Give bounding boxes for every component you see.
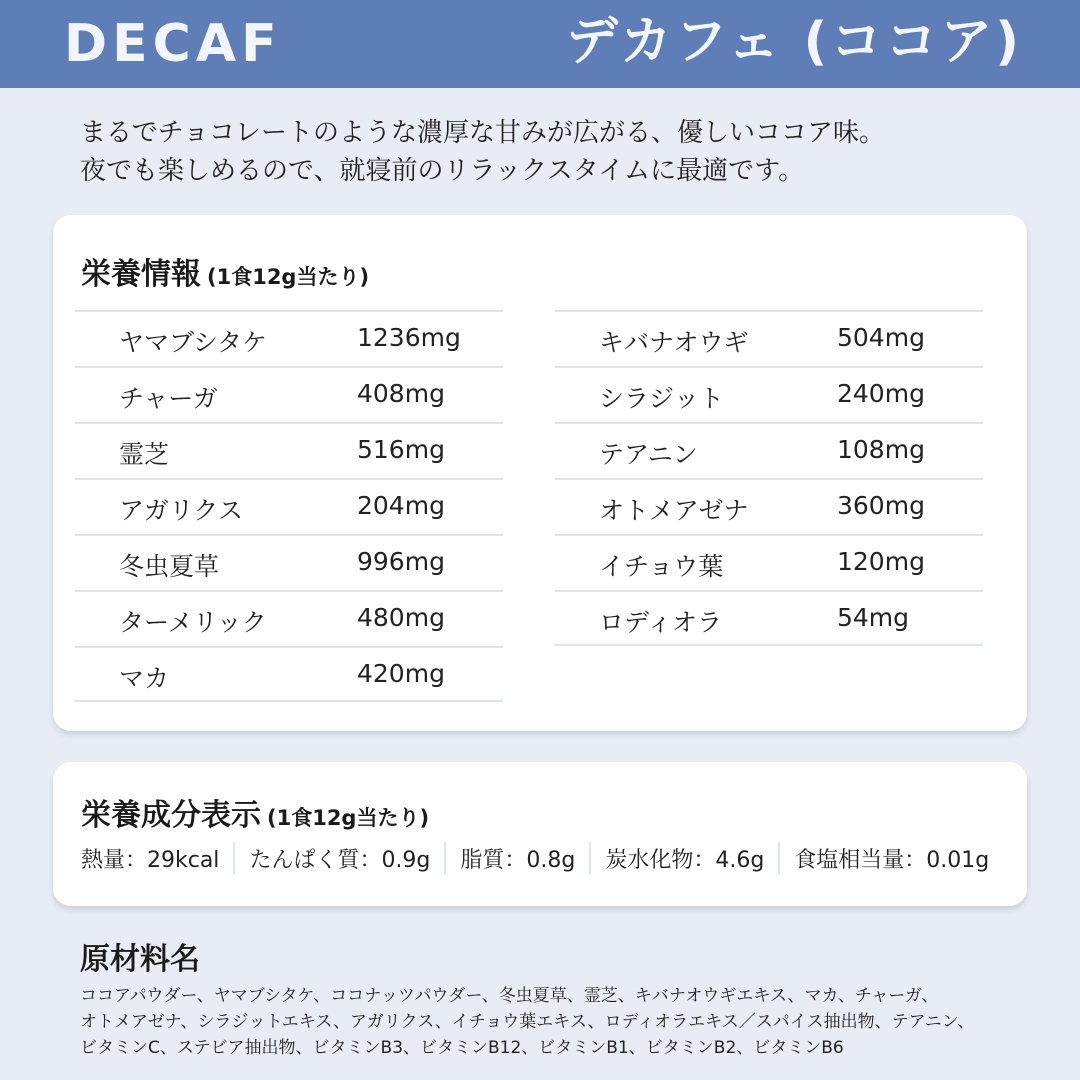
ingredient-value: 996mg xyxy=(357,547,445,576)
ingredient-name: アガリクス xyxy=(119,496,244,525)
table-row xyxy=(555,478,983,534)
ingredient-name: テアニン xyxy=(599,440,698,469)
table-row xyxy=(75,422,503,478)
intro-line: 夜でも楽しめるので、就寝前のリラックスタイムに最適です。 xyxy=(80,156,805,186)
table-row xyxy=(555,366,983,422)
nutrition-info-heading: 栄養情報 xyxy=(81,257,201,292)
fact-divider xyxy=(444,842,446,874)
nutrition-facts-title xyxy=(81,790,429,834)
table-row xyxy=(555,534,983,590)
ingredient-name: イチョウ葉 xyxy=(599,552,724,581)
fact-item: 炭水化物：4.6g xyxy=(605,847,765,873)
ingredients-title: 原材料名 xyxy=(80,942,200,977)
fact-divider xyxy=(778,842,780,874)
ingredient-value: 360mg xyxy=(837,491,925,520)
ingredient-value: 480mg xyxy=(357,603,445,632)
nutrition-facts-subtitle: (1食12g当たり) xyxy=(267,806,430,830)
nutrition-info-card xyxy=(53,215,1027,731)
intro-text xyxy=(80,114,1020,190)
header-left-title: DECAF xyxy=(64,14,282,74)
ingredient-value: 1236mg xyxy=(357,323,461,352)
ingredient-value: 516mg xyxy=(357,435,445,464)
ingredient-value: 108mg xyxy=(837,435,925,464)
ingredient-value: 204mg xyxy=(357,491,445,520)
ingredients-line: ビタミンC、ステビア抽出物、ビタミンB3、ビタミンB12、ビタミンB1、ビタミンB2、ビタミンB6 xyxy=(80,1038,844,1058)
nutrition-table-right xyxy=(555,310,983,646)
ingredient-name: キバナオウギ xyxy=(599,328,749,357)
table-row xyxy=(75,366,503,422)
table-row xyxy=(75,534,503,590)
table-row xyxy=(555,590,983,646)
intro-line: まるでチョコレートのような濃厚な甘みが広がる、優しいココア味。 xyxy=(80,118,885,148)
nutrition-table-left xyxy=(75,310,503,702)
table-row xyxy=(75,478,503,534)
ingredient-value: 504mg xyxy=(837,323,925,352)
table-row xyxy=(75,646,503,702)
ingredient-name: 冬虫夏草 xyxy=(119,552,220,581)
ingredient-name: マカ xyxy=(119,664,170,693)
header-right-title: デカフェ (ココア) xyxy=(566,12,1022,72)
ingredient-name: 霊芝 xyxy=(119,440,170,469)
fact-item: たんぱく質：0.9g xyxy=(249,847,431,873)
nutrition-info-title xyxy=(81,249,369,293)
ingredient-name: ターメリック xyxy=(119,608,267,637)
fact-item: 熱量：29kcal xyxy=(81,847,220,873)
ingredients-list xyxy=(80,983,1040,1061)
ingredient-name: シラジット xyxy=(599,384,725,413)
ingredient-name: オトメアゼナ xyxy=(599,496,749,525)
ingredients-line: オトメアゼナ、シラジットエキス、アガリクス、イチョウ葉エキス、ロディオラエキス／スパイス抽出物、テアニン、 xyxy=(80,1012,975,1032)
nutrition-facts-card xyxy=(53,762,1027,906)
table-row xyxy=(555,422,983,478)
fact-item: 食塩相当量：0.01g xyxy=(794,847,990,873)
ingredient-value: 408mg xyxy=(357,379,445,408)
nutrition-info-subtitle: (1食12g当たり) xyxy=(207,265,370,289)
table-row xyxy=(555,310,983,366)
ingredient-name: チャーガ xyxy=(119,384,218,413)
nutrition-facts-list xyxy=(81,842,989,874)
ingredient-value: 120mg xyxy=(837,547,925,576)
ingredient-value: 240mg xyxy=(837,379,925,408)
ingredient-value: 54mg xyxy=(837,603,910,632)
header-banner xyxy=(0,0,1080,88)
ingredient-value: 420mg xyxy=(357,659,445,688)
table-row xyxy=(75,590,503,646)
fact-divider xyxy=(233,842,235,874)
fact-divider xyxy=(589,842,591,874)
table-row xyxy=(75,310,503,366)
ingredient-name: ヤマブシタケ xyxy=(119,328,268,357)
ingredient-name: ロディオラ xyxy=(599,608,723,637)
fact-item: 脂質：0.8g xyxy=(460,847,576,873)
ingredients-line: ココアパウダー、ヤマブシタケ、ココナッツパウダー、冬虫夏草、霊芝、キバナオウギエキス、マカ、チャーガ、 xyxy=(80,986,939,1006)
nutrition-facts-heading: 栄養成分表示 xyxy=(81,798,261,833)
